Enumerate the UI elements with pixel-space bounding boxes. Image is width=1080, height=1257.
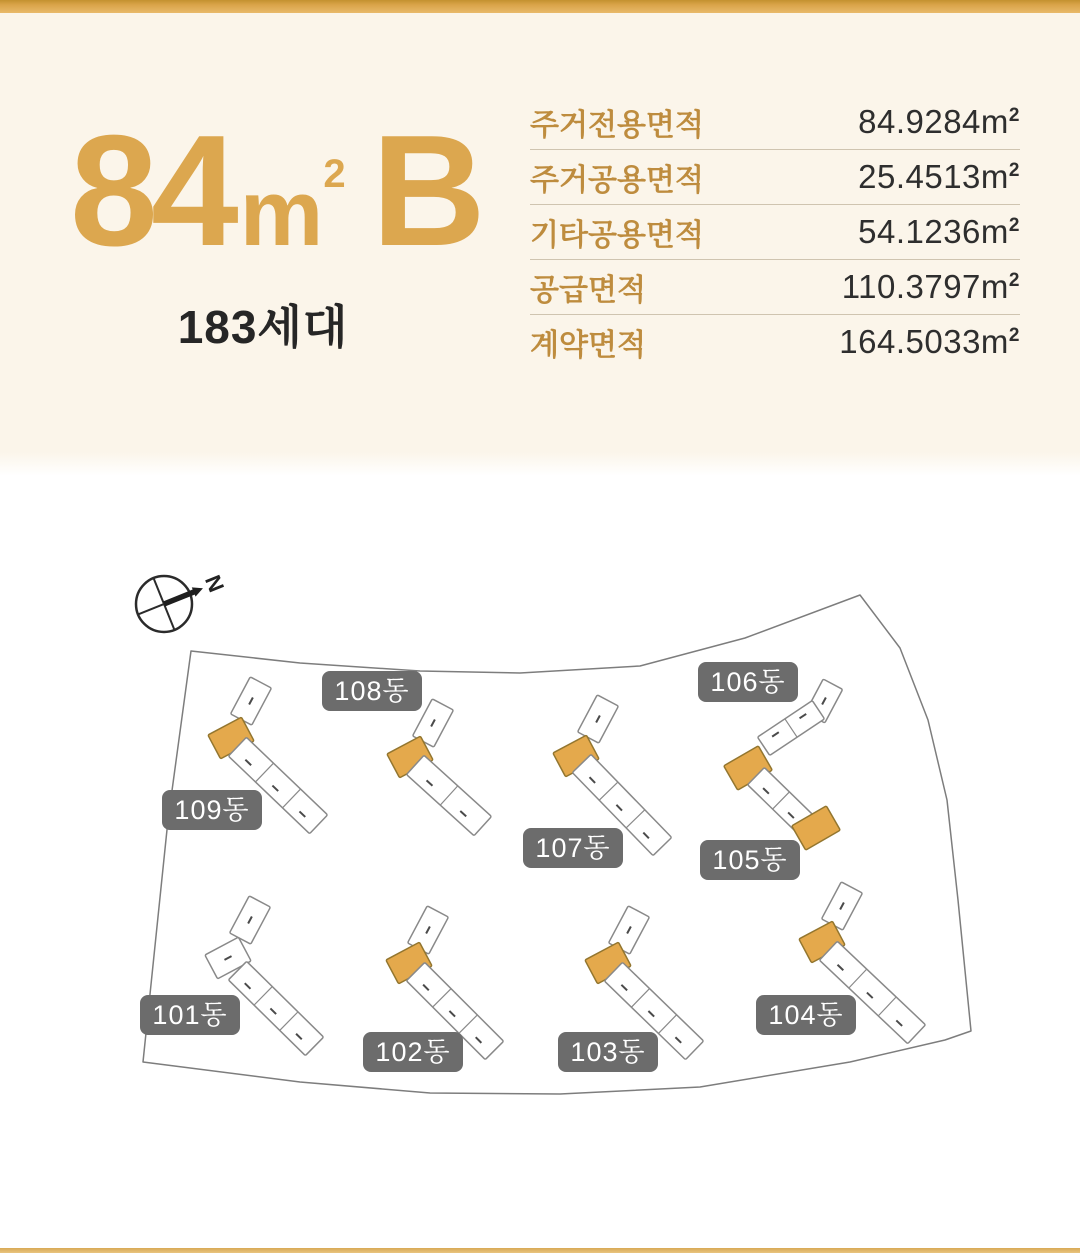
- area-row-value: $25.4513m^2$: [858, 158, 1020, 195]
- building-badge-105: 105동: [700, 840, 800, 880]
- unit-type-m: m: [239, 160, 322, 265]
- building-badge-103: 103동: [558, 1032, 658, 1072]
- building-badge-106: 106동: [698, 662, 798, 702]
- top-accent-bar: [0, 0, 1080, 13]
- bottom-accent-bar: [0, 1248, 1080, 1253]
- area-row-label: 계약면적: [530, 329, 646, 362]
- building-unit: [230, 896, 271, 944]
- building-badge-108: 108동: [322, 671, 422, 711]
- building-badge-104: 104동: [756, 995, 856, 1035]
- area-row-value: $164.5033m^2$: [839, 323, 1020, 360]
- building-badge-107: 107동: [523, 828, 623, 868]
- building-chain: [228, 961, 323, 1055]
- north-label: N: [199, 571, 230, 596]
- compass: [136, 572, 229, 632]
- area-row-label: 주거전용면적: [530, 109, 704, 142]
- building-badge-109: 109동: [162, 790, 262, 830]
- area-row-value: $84.9284m^2$: [858, 103, 1020, 140]
- unit-type-number: 84: [70, 103, 232, 279]
- building-105: [724, 746, 841, 850]
- building-unit: [231, 677, 272, 725]
- area-row-value: $54.1236m^2$: [858, 213, 1020, 250]
- building-108: [387, 699, 492, 836]
- household-count: 183세대: [177, 301, 349, 353]
- area-row-label: 공급면적: [530, 274, 646, 307]
- building-chain: [757, 701, 824, 756]
- building-badge-102: 102동: [363, 1032, 463, 1072]
- area-row-label: 주거공용면적: [530, 164, 704, 197]
- unit-type-letter: B: [371, 103, 486, 279]
- building-badge-101: 101동: [140, 995, 240, 1035]
- building-chain: [407, 755, 492, 835]
- area-row-label: 기타공용면적: [530, 219, 704, 252]
- unit-type-sup2: 2: [323, 152, 346, 196]
- area-row-value: $110.3797m^2$: [841, 268, 1020, 305]
